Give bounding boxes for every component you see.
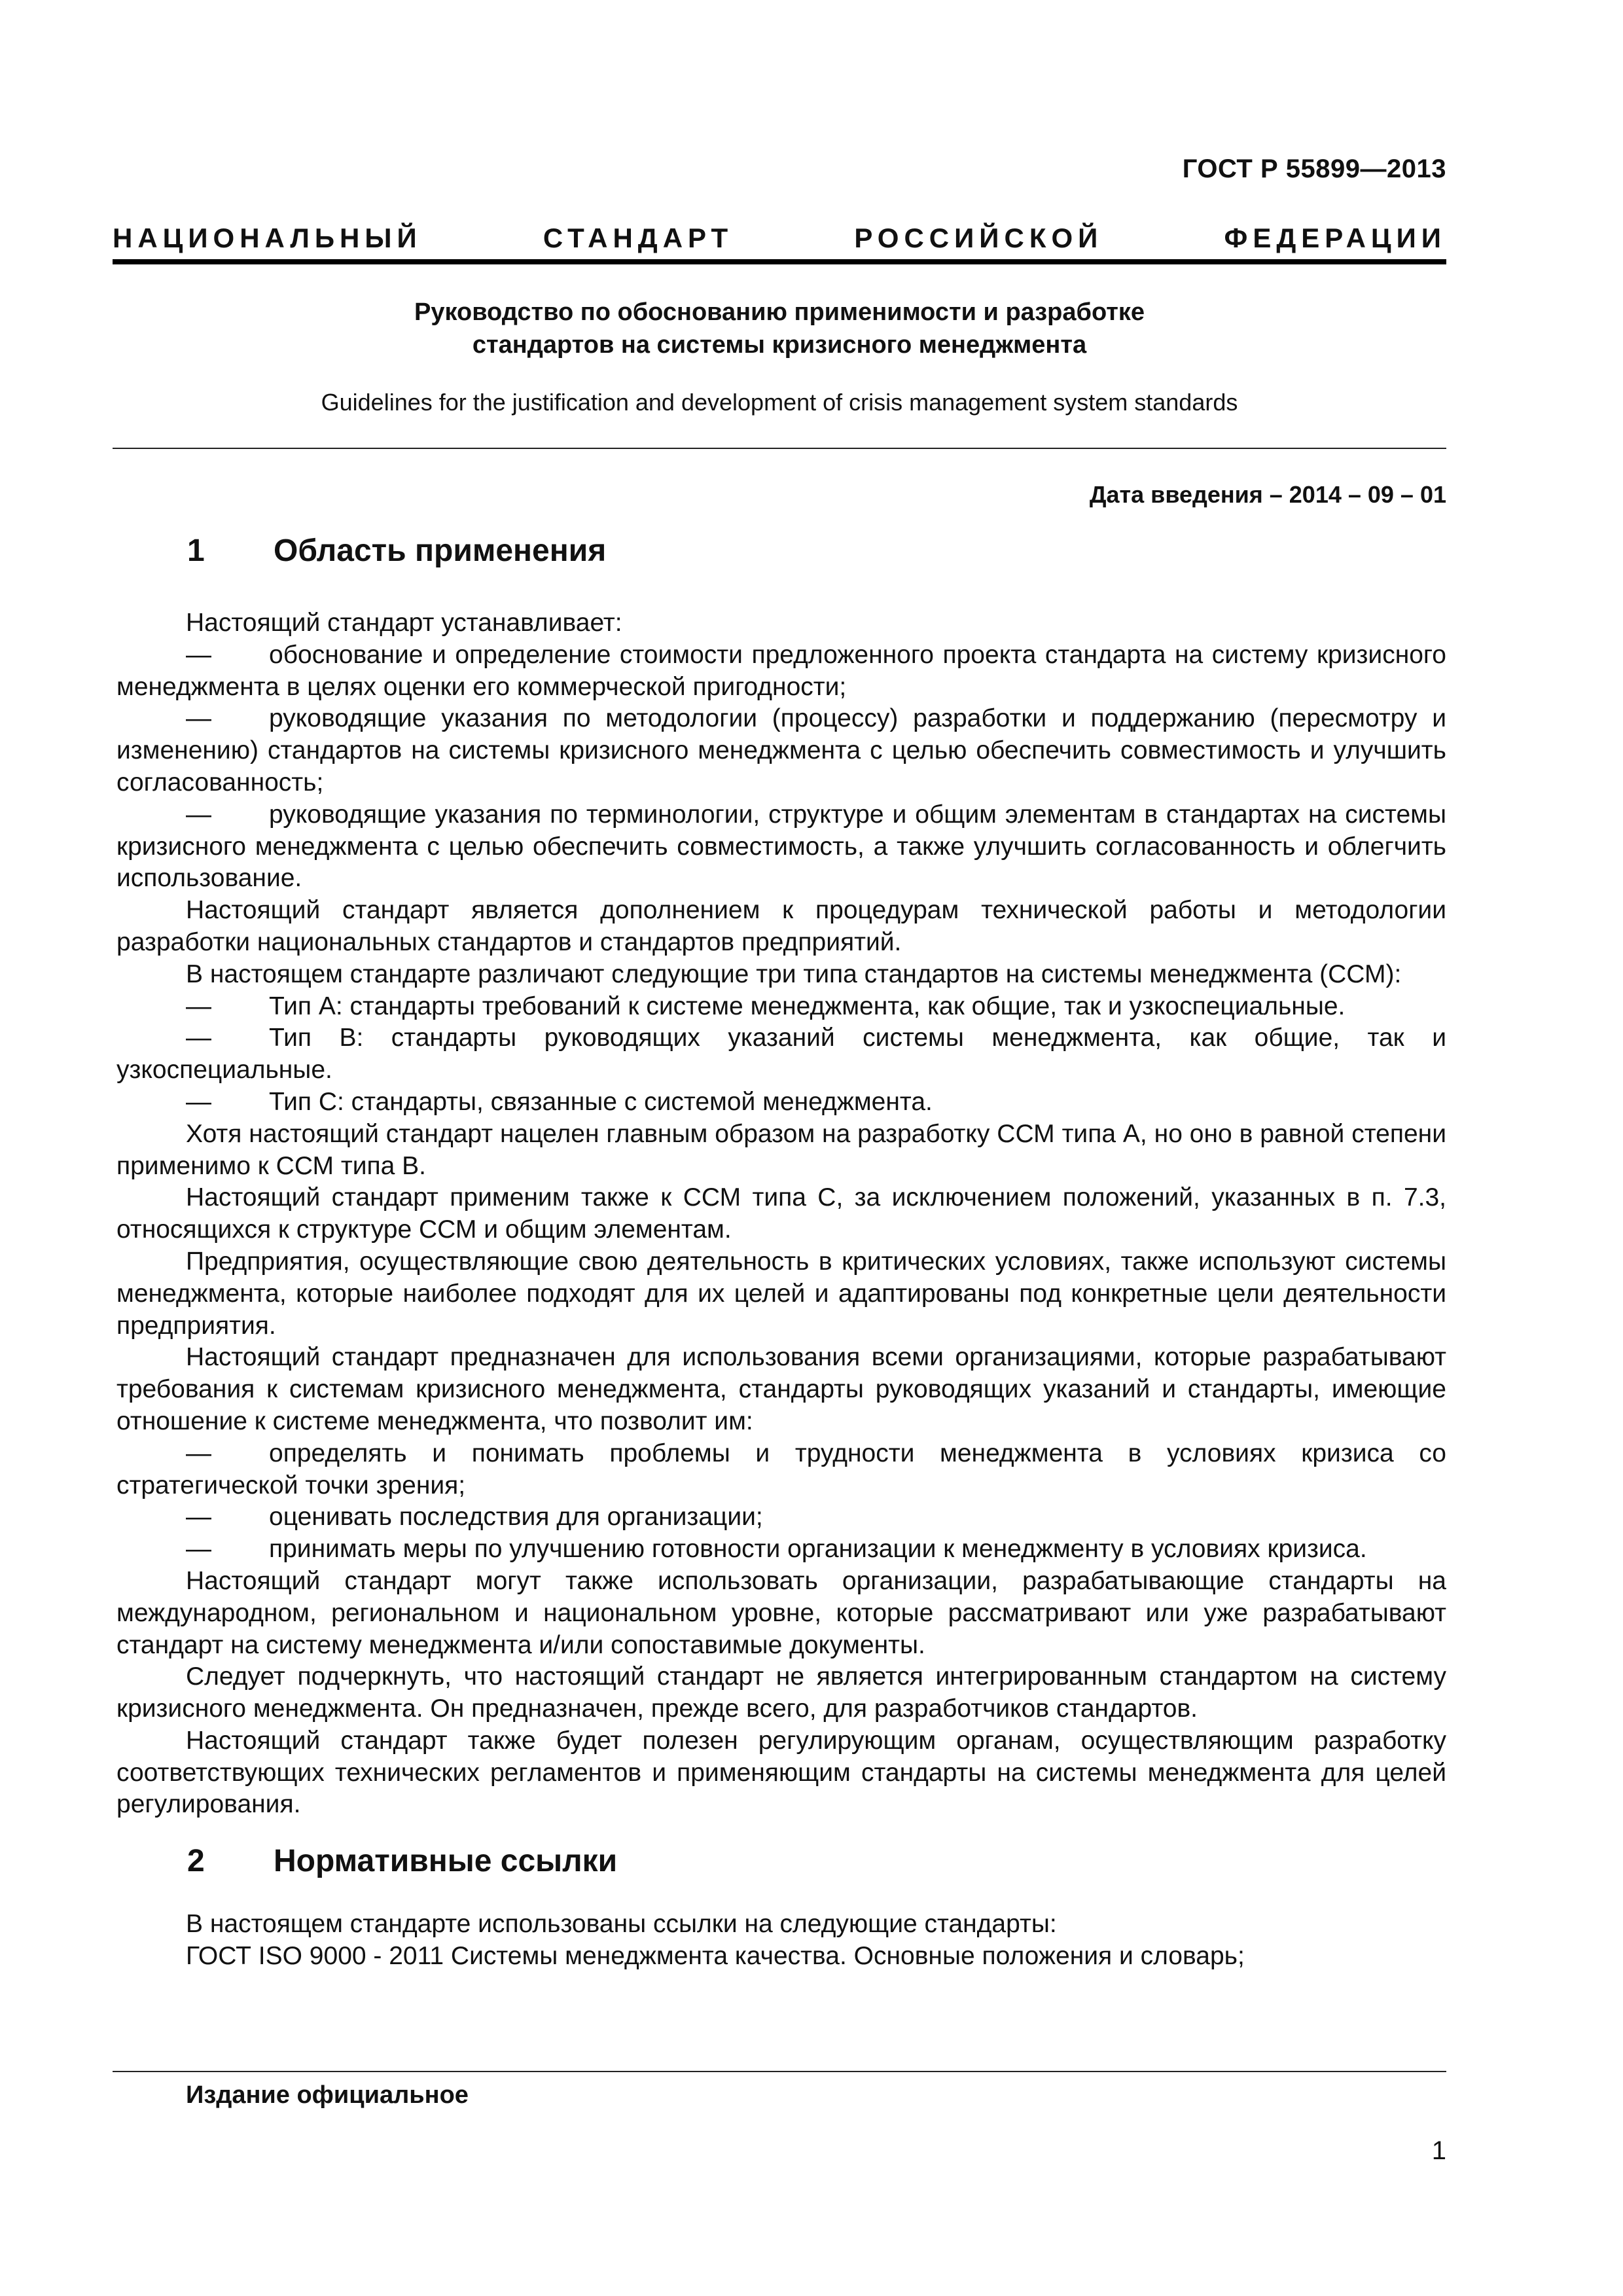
paragraph: В настоящем стандарте использованы ссылки на следующие стандарты: — [186, 1910, 1057, 1939]
section-1-heading — [116, 535, 1446, 592]
footer-rule — [113, 2071, 1446, 2072]
paragraph: Настоящий стандарт предназначен для использования всеми организациями, которые разрабатывают требования к системам кризисного менеджмента, стандарты руководящих указаний и стандарты, имеющие отношение к системе менеджмента, что позволит им: — [116, 1343, 1446, 1435]
dash-item-text: руководящие указания по методологии (процессу) разработки и поддержанию (пересмотру и изменению) стандартов на системы кризисного менеджмента с целью обеспечить совместимость и улучшить согласованность; — [116, 704, 1446, 797]
standard-title-ru — [113, 296, 1446, 361]
dash-item — [116, 1438, 1446, 1502]
section-2-heading — [116, 1846, 1446, 1902]
dash-item-text: Тип В: стандарты руководящих указаний системы менеджмента, как общие, так и узкоспециальные. — [116, 1024, 1446, 1085]
section-number: 2 — [187, 1844, 205, 1879]
official-edition-label: Издание официальное — [186, 2081, 469, 2109]
dash-item-text: Тип А: стандарты требований к системе менеджмента, как общие, так и узкоспециальные. — [269, 992, 1346, 1020]
dash-item — [116, 639, 1446, 704]
dash-mark: — — [186, 704, 211, 733]
paragraph: Предприятия, осуществляющие свою деятельность в критических условиях, также используют системы менеджмента, которые наиболее подходят для их целей и адаптированы под конкретные цели деятельности предприятия. — [116, 1247, 1446, 1340]
dash-mark: — — [186, 800, 211, 829]
dash-item-text: руководящие указания по терминологии, структуре и общим элементам в стандартах на системы кризисного менеджмента с целью обеспечить совместимость, а также улучшить согласованность и облегчить использование. — [116, 800, 1446, 893]
dash-item — [116, 703, 1446, 798]
body-content — [116, 535, 1446, 1973]
dash-item — [116, 1534, 1446, 1566]
dash-item — [116, 1022, 1446, 1086]
paragraph: Настоящий стандарт применим также к ССМ типа С, за исключением положений, указанных в п. 7.3, относящихся к структуре ССМ и общим элементам. — [116, 1183, 1446, 1244]
paragraph: Хотя настоящий стандарт нацелен главным образом на разработку ССМ типа А, но оно в равной степени применимо к ССМ типа В. — [116, 1119, 1446, 1180]
dash-item-text: оценивать последствия для организации; — [269, 1503, 763, 1532]
dash-item-text: принимать меры по улучшению готовности организации к менеджменту в условиях кризиса. — [269, 1535, 1367, 1564]
paragraph: Настоящий стандарт могут также использовать организации, разрабатывающие стандарты на международном, региональном и национальном уровне, которые рассматривают или уже разрабатывают стандарт на систему менеджмента и/или сопоставимые документы. — [116, 1566, 1446, 1659]
paragraph: Настоящий стандарт является дополнением к процедурам технической работы и методологии разработки национальных стандартов и стандартов предприятий. — [116, 896, 1446, 956]
dash-mark: — — [186, 1024, 211, 1052]
page-number: 1 — [1431, 2136, 1446, 2165]
paragraph: Следует подчеркнуть, что настоящий стандарт не является интегрированным стандартом на систему кризисного менеджмента. Он предназначен, прежде всего, для разработчиков стандартов. — [116, 1662, 1446, 1723]
title-ru-line-2: стандартов на системы кризисного менеджмента — [472, 331, 1087, 359]
section-title: Нормативные ссылки — [274, 1844, 618, 1879]
dash-mark: — — [186, 1503, 211, 1532]
section-number: 1 — [187, 533, 205, 568]
dash-mark: — — [186, 1439, 211, 1467]
paragraph: ГОСТ ISO 9000 - 2011 Системы менеджмента качества. Основные положения и словарь; — [186, 1942, 1245, 1971]
national-standard-title: НАЦИОНАЛЬНЫЙ СТАНДАРТ РОССИЙСКОЙ ФЕДЕРАЦИИ — [113, 223, 1446, 253]
dash-item-text: Тип С: стандарты, связанные с системой менеджмента. — [269, 1087, 933, 1116]
dash-mark: — — [186, 1087, 211, 1116]
dash-item — [116, 1501, 1446, 1534]
dash-item — [116, 799, 1446, 895]
title-ru-line-1: Руководство по обоснованию применимости и разработке — [414, 298, 1145, 326]
standard-title-en: Guidelines for the justification and development of crisis management system standards — [321, 389, 1238, 416]
dash-item-text: обоснование и определение стоимости предложенного проекта стандарта на систему кризисного менеджмента в целях оценки его коммерческой пригодности; — [116, 640, 1446, 701]
paragraph: В настоящем стандарте различают следующие три типа стандартов на системы менеджмента (ССМ): — [186, 960, 1402, 988]
title-rule — [113, 448, 1446, 449]
paragraph: Настоящий стандарт также будет полезен регулирующим органам, осуществляющим разработку соответствующих технических регламентов и применяющим стандарты на системы менеджмента для целей регулирования. — [116, 1726, 1446, 1819]
dash-item — [116, 1086, 1446, 1119]
dash-mark: — — [186, 640, 211, 669]
section-title: Область применения — [274, 533, 607, 568]
document-code: ГОСТ Р 55899—2013 — [1182, 154, 1446, 183]
dash-mark: — — [186, 1535, 211, 1564]
dash-item-text: определять и понимать проблемы и трудности менеджмента в условиях кризиса со стратегической точки зрения; — [116, 1439, 1446, 1499]
dash-mark: — — [186, 992, 211, 1020]
header-rule — [113, 259, 1446, 264]
dash-item — [116, 991, 1446, 1023]
paragraph: Настоящий стандарт устанавливает: — [186, 609, 622, 637]
introduction-date: Дата введения – 2014 – 09 – 01 — [1089, 481, 1446, 508]
